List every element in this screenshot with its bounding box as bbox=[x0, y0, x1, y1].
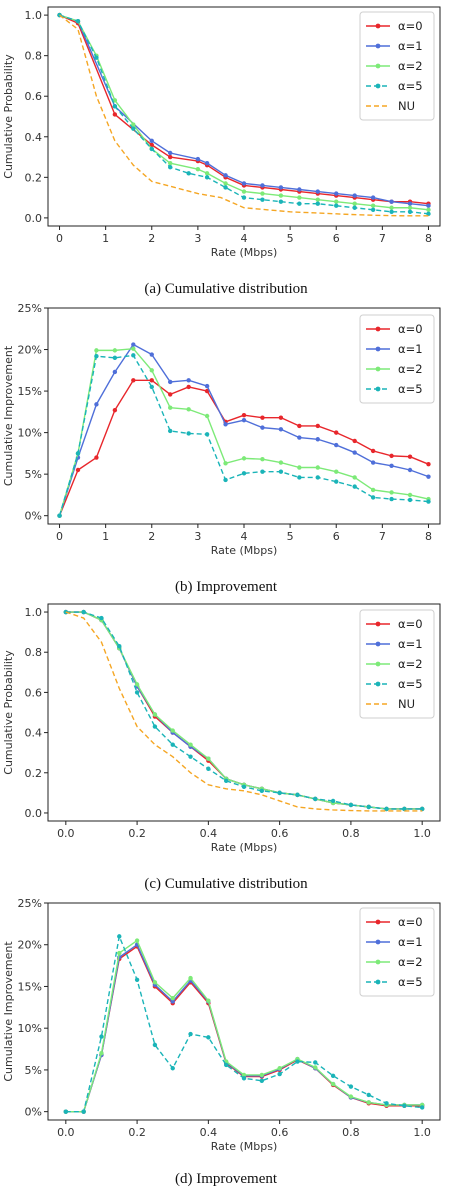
data-point bbox=[277, 1066, 281, 1070]
legend-entry: α=5 bbox=[398, 79, 423, 93]
x-tick-label: 0.0 bbox=[57, 827, 75, 840]
data-point bbox=[186, 431, 190, 435]
x-tick-label: 0 bbox=[56, 232, 64, 245]
y-tick-label: 10% bbox=[17, 1022, 42, 1036]
data-point bbox=[260, 191, 264, 195]
data-point bbox=[131, 353, 135, 357]
data-point bbox=[205, 161, 209, 165]
data-point bbox=[426, 204, 430, 208]
data-point bbox=[76, 468, 80, 472]
data-point bbox=[242, 418, 246, 422]
data-point bbox=[408, 210, 412, 214]
data-point bbox=[81, 1109, 85, 1113]
legend-marker bbox=[376, 662, 381, 667]
legend-entry: α=0 bbox=[398, 322, 423, 336]
data-point bbox=[242, 181, 246, 185]
legend-entry: α=1 bbox=[398, 39, 423, 53]
data-point bbox=[117, 951, 121, 955]
data-point bbox=[76, 451, 80, 455]
data-point bbox=[352, 475, 356, 479]
chart-panel-4 bbox=[2, 897, 440, 1187]
x-tick-label: 0.0 bbox=[57, 1126, 75, 1139]
y-tick-label: 25% bbox=[17, 302, 42, 315]
data-point bbox=[113, 104, 117, 108]
data-point bbox=[186, 171, 190, 175]
data-point bbox=[196, 167, 200, 171]
legend bbox=[360, 12, 434, 120]
data-point bbox=[260, 1079, 264, 1083]
data-point bbox=[384, 1101, 388, 1105]
data-point bbox=[352, 193, 356, 197]
x-tick-label: 7 bbox=[378, 232, 386, 245]
legend-entry: α=0 bbox=[398, 19, 423, 33]
y-tick-label: 0.4 bbox=[24, 726, 42, 740]
y-axis-label: Cumulative Improvement bbox=[2, 345, 15, 487]
legend-entry: α=2 bbox=[398, 657, 423, 671]
data-point bbox=[135, 690, 139, 694]
y-tick-label: 0.2 bbox=[24, 171, 42, 185]
data-point bbox=[297, 195, 301, 199]
data-point bbox=[331, 799, 335, 803]
data-point bbox=[171, 728, 175, 732]
x-tick-label: 0 bbox=[56, 530, 64, 543]
x-tick-label: 1 bbox=[102, 232, 110, 245]
data-point bbox=[420, 1105, 424, 1109]
y-tick-label: 0.6 bbox=[24, 686, 42, 700]
data-point bbox=[168, 161, 172, 165]
x-tick-label: 0.8 bbox=[342, 827, 360, 840]
data-point bbox=[316, 424, 320, 428]
chart-panel-1 bbox=[2, 7, 440, 297]
data-point bbox=[94, 402, 98, 406]
data-point bbox=[313, 797, 317, 801]
legend-entry: α=5 bbox=[398, 677, 423, 691]
data-point bbox=[168, 151, 172, 155]
y-tick-label: 15% bbox=[17, 980, 42, 994]
data-point bbox=[153, 712, 157, 716]
data-point bbox=[150, 352, 154, 356]
data-point bbox=[99, 1034, 103, 1038]
data-point bbox=[153, 1043, 157, 1047]
data-point bbox=[367, 1093, 371, 1097]
data-point bbox=[242, 456, 246, 460]
y-tick-label: 1.0 bbox=[24, 606, 42, 620]
y-tick-label: 0.2 bbox=[24, 766, 42, 780]
y-tick-label: 15% bbox=[17, 385, 42, 399]
data-point bbox=[186, 385, 190, 389]
data-point bbox=[426, 208, 430, 212]
data-point bbox=[402, 1104, 406, 1108]
x-tick-label: 4 bbox=[240, 530, 248, 543]
data-point bbox=[297, 475, 301, 479]
data-point bbox=[297, 435, 301, 439]
data-point bbox=[408, 201, 412, 205]
data-point bbox=[171, 742, 175, 746]
data-point bbox=[260, 1073, 264, 1077]
data-point bbox=[188, 976, 192, 980]
x-tick-label: 0.2 bbox=[128, 827, 146, 840]
data-point bbox=[389, 199, 393, 203]
legend bbox=[360, 610, 434, 718]
data-point bbox=[408, 493, 412, 497]
data-point bbox=[295, 793, 299, 797]
y-tick-label: 20% bbox=[17, 938, 42, 952]
data-point bbox=[316, 437, 320, 441]
x-tick-label: 8 bbox=[424, 232, 432, 245]
data-point bbox=[153, 980, 157, 984]
data-point bbox=[371, 195, 375, 199]
data-point bbox=[168, 429, 172, 433]
data-point bbox=[206, 757, 210, 761]
y-tick-label: 0.0 bbox=[24, 211, 42, 225]
legend bbox=[360, 908, 434, 996]
data-point bbox=[205, 175, 209, 179]
data-point bbox=[408, 455, 412, 459]
y-axis-label: Cumulative Probability bbox=[2, 650, 15, 775]
figure-caption: (a) Cumulative distribution bbox=[144, 281, 308, 297]
chart-panel-2 bbox=[2, 302, 440, 595]
data-point bbox=[408, 468, 412, 472]
data-point bbox=[168, 392, 172, 396]
data-point bbox=[408, 498, 412, 502]
data-point bbox=[316, 465, 320, 469]
data-point bbox=[295, 1059, 299, 1063]
legend-marker bbox=[376, 327, 381, 332]
data-point bbox=[223, 422, 227, 426]
legend-entry: α=1 bbox=[398, 342, 423, 356]
legend bbox=[360, 315, 434, 403]
data-point bbox=[352, 450, 356, 454]
y-tick-label: 0% bbox=[24, 509, 42, 523]
data-point bbox=[313, 1065, 317, 1069]
data-point bbox=[334, 191, 338, 195]
data-point bbox=[371, 449, 375, 453]
y-tick-label: 10% bbox=[17, 426, 42, 440]
data-point bbox=[242, 785, 246, 789]
data-point bbox=[334, 430, 338, 434]
y-tick-label: 0.6 bbox=[24, 90, 42, 104]
data-point bbox=[297, 201, 301, 205]
legend-entry: α=0 bbox=[398, 617, 423, 631]
data-point bbox=[331, 1074, 335, 1078]
data-point bbox=[297, 187, 301, 191]
data-point bbox=[408, 206, 412, 210]
data-point bbox=[171, 1066, 175, 1070]
data-point bbox=[371, 208, 375, 212]
data-point bbox=[135, 978, 139, 982]
y-tick-label: 1.0 bbox=[24, 9, 42, 23]
x-tick-label: 3 bbox=[194, 232, 202, 245]
data-point bbox=[131, 347, 135, 351]
x-tick-label: 2 bbox=[148, 530, 156, 543]
data-point bbox=[113, 348, 117, 352]
x-tick-label: 0.6 bbox=[270, 827, 289, 840]
data-point bbox=[260, 183, 264, 187]
x-axis-label: Rate (Mbps) bbox=[210, 544, 278, 557]
data-point bbox=[316, 201, 320, 205]
data-point bbox=[367, 1100, 371, 1104]
x-tick-label: 1.0 bbox=[413, 827, 431, 840]
data-point bbox=[334, 443, 338, 447]
data-point bbox=[279, 185, 283, 189]
data-point bbox=[316, 475, 320, 479]
data-point bbox=[371, 495, 375, 499]
legend-entry: α=5 bbox=[398, 975, 423, 989]
data-point bbox=[113, 356, 117, 360]
y-tick-label: 5% bbox=[24, 1063, 42, 1077]
y-axis-label: Cumulative Improvement bbox=[2, 941, 15, 1082]
data-point bbox=[131, 378, 135, 382]
legend-entry: α=1 bbox=[398, 637, 423, 651]
data-point bbox=[334, 204, 338, 208]
data-point bbox=[389, 206, 393, 210]
data-point bbox=[186, 378, 190, 382]
legend-marker bbox=[376, 940, 381, 945]
x-tick-label: 0.6 bbox=[270, 1126, 289, 1139]
data-point bbox=[131, 126, 135, 130]
x-tick-label: 2 bbox=[148, 232, 156, 245]
data-point bbox=[94, 455, 98, 459]
data-point bbox=[224, 1063, 228, 1067]
y-tick-label: 0.4 bbox=[24, 130, 42, 144]
data-point bbox=[223, 173, 227, 177]
data-point bbox=[426, 499, 430, 503]
data-point bbox=[334, 469, 338, 473]
data-point bbox=[371, 460, 375, 464]
data-point bbox=[206, 767, 210, 771]
data-point bbox=[352, 439, 356, 443]
data-point bbox=[168, 405, 172, 409]
x-tick-label: 5 bbox=[286, 232, 294, 245]
x-tick-label: 0.8 bbox=[342, 1126, 360, 1139]
data-point bbox=[150, 368, 154, 372]
data-point bbox=[168, 380, 172, 384]
legend-marker bbox=[376, 64, 381, 69]
data-point bbox=[153, 724, 157, 728]
data-point bbox=[99, 1051, 103, 1055]
data-point bbox=[371, 204, 375, 208]
data-point bbox=[223, 461, 227, 465]
data-point bbox=[242, 189, 246, 193]
data-point bbox=[297, 465, 301, 469]
legend-marker bbox=[376, 980, 381, 985]
data-point bbox=[316, 197, 320, 201]
data-point bbox=[389, 454, 393, 458]
data-point bbox=[135, 682, 139, 686]
y-tick-label: 0.8 bbox=[24, 646, 42, 660]
x-tick-label: 6 bbox=[332, 530, 340, 543]
x-axis-label: Rate (Mbps) bbox=[210, 1140, 278, 1153]
data-point bbox=[223, 185, 227, 189]
legend-marker bbox=[376, 622, 381, 627]
x-tick-label: 1.0 bbox=[413, 1126, 431, 1139]
data-point bbox=[352, 201, 356, 205]
data-point bbox=[99, 616, 103, 620]
data-point bbox=[81, 610, 85, 614]
data-point bbox=[150, 139, 154, 143]
x-tick-label: 0.4 bbox=[199, 1126, 218, 1139]
x-tick-label: 0.2 bbox=[128, 1126, 146, 1139]
x-tick-label: 1 bbox=[102, 530, 110, 543]
legend-entry: α=5 bbox=[398, 382, 423, 396]
y-axis-label: Cumulative Probability bbox=[2, 54, 15, 179]
legend-marker bbox=[376, 387, 381, 392]
data-point bbox=[260, 457, 264, 461]
y-tick-label: 0.0 bbox=[24, 806, 42, 820]
data-point bbox=[223, 478, 227, 482]
x-tick-label: 5 bbox=[286, 530, 294, 543]
data-point bbox=[206, 998, 210, 1002]
legend-entry: α=1 bbox=[398, 935, 423, 949]
x-tick-label: 0.4 bbox=[199, 827, 218, 840]
data-point bbox=[206, 1035, 210, 1039]
data-point bbox=[389, 210, 393, 214]
data-point bbox=[223, 181, 227, 185]
legend-marker bbox=[376, 367, 381, 372]
data-point bbox=[205, 384, 209, 388]
data-point bbox=[352, 206, 356, 210]
legend-entry: α=2 bbox=[398, 59, 423, 73]
data-point bbox=[260, 789, 264, 793]
data-point bbox=[168, 165, 172, 169]
data-point bbox=[277, 791, 281, 795]
data-point bbox=[260, 425, 264, 429]
legend-marker bbox=[376, 347, 381, 352]
data-point bbox=[316, 189, 320, 193]
data-point bbox=[331, 1082, 335, 1086]
y-tick-label: 25% bbox=[17, 897, 42, 910]
data-point bbox=[196, 157, 200, 161]
legend-entry: α=2 bbox=[398, 362, 423, 376]
data-point bbox=[242, 1076, 246, 1080]
figure-caption: (d) Improvement bbox=[174, 1171, 278, 1187]
data-point bbox=[168, 155, 172, 159]
legend-marker bbox=[376, 24, 381, 29]
data-point bbox=[279, 193, 283, 197]
data-point bbox=[352, 484, 356, 488]
data-point bbox=[205, 414, 209, 418]
legend-marker bbox=[376, 682, 381, 687]
legend-marker bbox=[376, 642, 381, 647]
legend-entry: α=2 bbox=[398, 955, 423, 969]
data-point bbox=[260, 469, 264, 473]
chart-panel-3 bbox=[2, 604, 440, 892]
data-point bbox=[279, 427, 283, 431]
data-point bbox=[135, 938, 139, 942]
legend-marker bbox=[376, 44, 381, 49]
data-point bbox=[117, 644, 121, 648]
data-point bbox=[117, 934, 121, 938]
figure-caption: (c) Cumulative distribution bbox=[144, 876, 308, 892]
x-tick-label: 6 bbox=[332, 232, 340, 245]
data-point bbox=[150, 378, 154, 382]
data-point bbox=[113, 112, 117, 116]
x-tick-label: 7 bbox=[378, 530, 386, 543]
data-point bbox=[426, 462, 430, 466]
legend-entry: α=0 bbox=[398, 915, 423, 929]
data-point bbox=[188, 742, 192, 746]
data-point bbox=[334, 479, 338, 483]
legend-marker bbox=[376, 960, 381, 965]
data-point bbox=[389, 464, 393, 468]
data-point bbox=[260, 415, 264, 419]
data-point bbox=[64, 1109, 68, 1113]
data-point bbox=[277, 1072, 281, 1076]
data-point bbox=[279, 199, 283, 203]
figure-caption: (b) Improvement bbox=[174, 579, 278, 595]
data-point bbox=[349, 803, 353, 807]
x-tick-label: 8 bbox=[424, 530, 432, 543]
data-point bbox=[57, 513, 61, 517]
data-point bbox=[242, 471, 246, 475]
legend-marker bbox=[376, 920, 381, 925]
data-point bbox=[389, 490, 393, 494]
data-point bbox=[150, 385, 154, 389]
data-point bbox=[186, 407, 190, 411]
legend-marker bbox=[376, 84, 381, 89]
data-point bbox=[313, 1060, 317, 1064]
legend-entry: NU bbox=[398, 697, 416, 711]
data-point bbox=[367, 805, 371, 809]
data-point bbox=[334, 199, 338, 203]
data-point bbox=[205, 171, 209, 175]
legend-entry: NU bbox=[398, 99, 416, 113]
y-tick-label: 20% bbox=[17, 343, 42, 357]
data-point bbox=[171, 996, 175, 1000]
data-point bbox=[113, 370, 117, 374]
data-point bbox=[205, 432, 209, 436]
data-point bbox=[188, 755, 192, 759]
data-point bbox=[94, 348, 98, 352]
x-axis-label: Rate (Mbps) bbox=[210, 246, 278, 259]
y-tick-label: 0.8 bbox=[24, 49, 42, 63]
y-tick-label: 5% bbox=[24, 468, 42, 482]
x-axis-label: Rate (Mbps) bbox=[210, 841, 278, 854]
data-point bbox=[297, 424, 301, 428]
x-tick-label: 4 bbox=[240, 232, 248, 245]
data-point bbox=[94, 55, 98, 59]
x-tick-label: 3 bbox=[194, 530, 202, 543]
data-point bbox=[389, 497, 393, 501]
data-point bbox=[113, 408, 117, 412]
y-tick-label: 0% bbox=[24, 1105, 42, 1119]
data-point bbox=[76, 19, 80, 23]
data-point bbox=[242, 195, 246, 199]
data-point bbox=[188, 1032, 192, 1036]
data-point bbox=[426, 474, 430, 478]
data-point bbox=[150, 147, 154, 151]
data-point bbox=[224, 779, 228, 783]
data-point bbox=[279, 415, 283, 419]
data-point bbox=[349, 1094, 353, 1098]
data-point bbox=[131, 342, 135, 346]
data-point bbox=[260, 197, 264, 201]
data-point bbox=[94, 354, 98, 358]
data-point bbox=[279, 460, 283, 464]
data-point bbox=[242, 413, 246, 417]
data-point bbox=[349, 1084, 353, 1088]
data-point bbox=[371, 488, 375, 492]
data-point bbox=[279, 469, 283, 473]
